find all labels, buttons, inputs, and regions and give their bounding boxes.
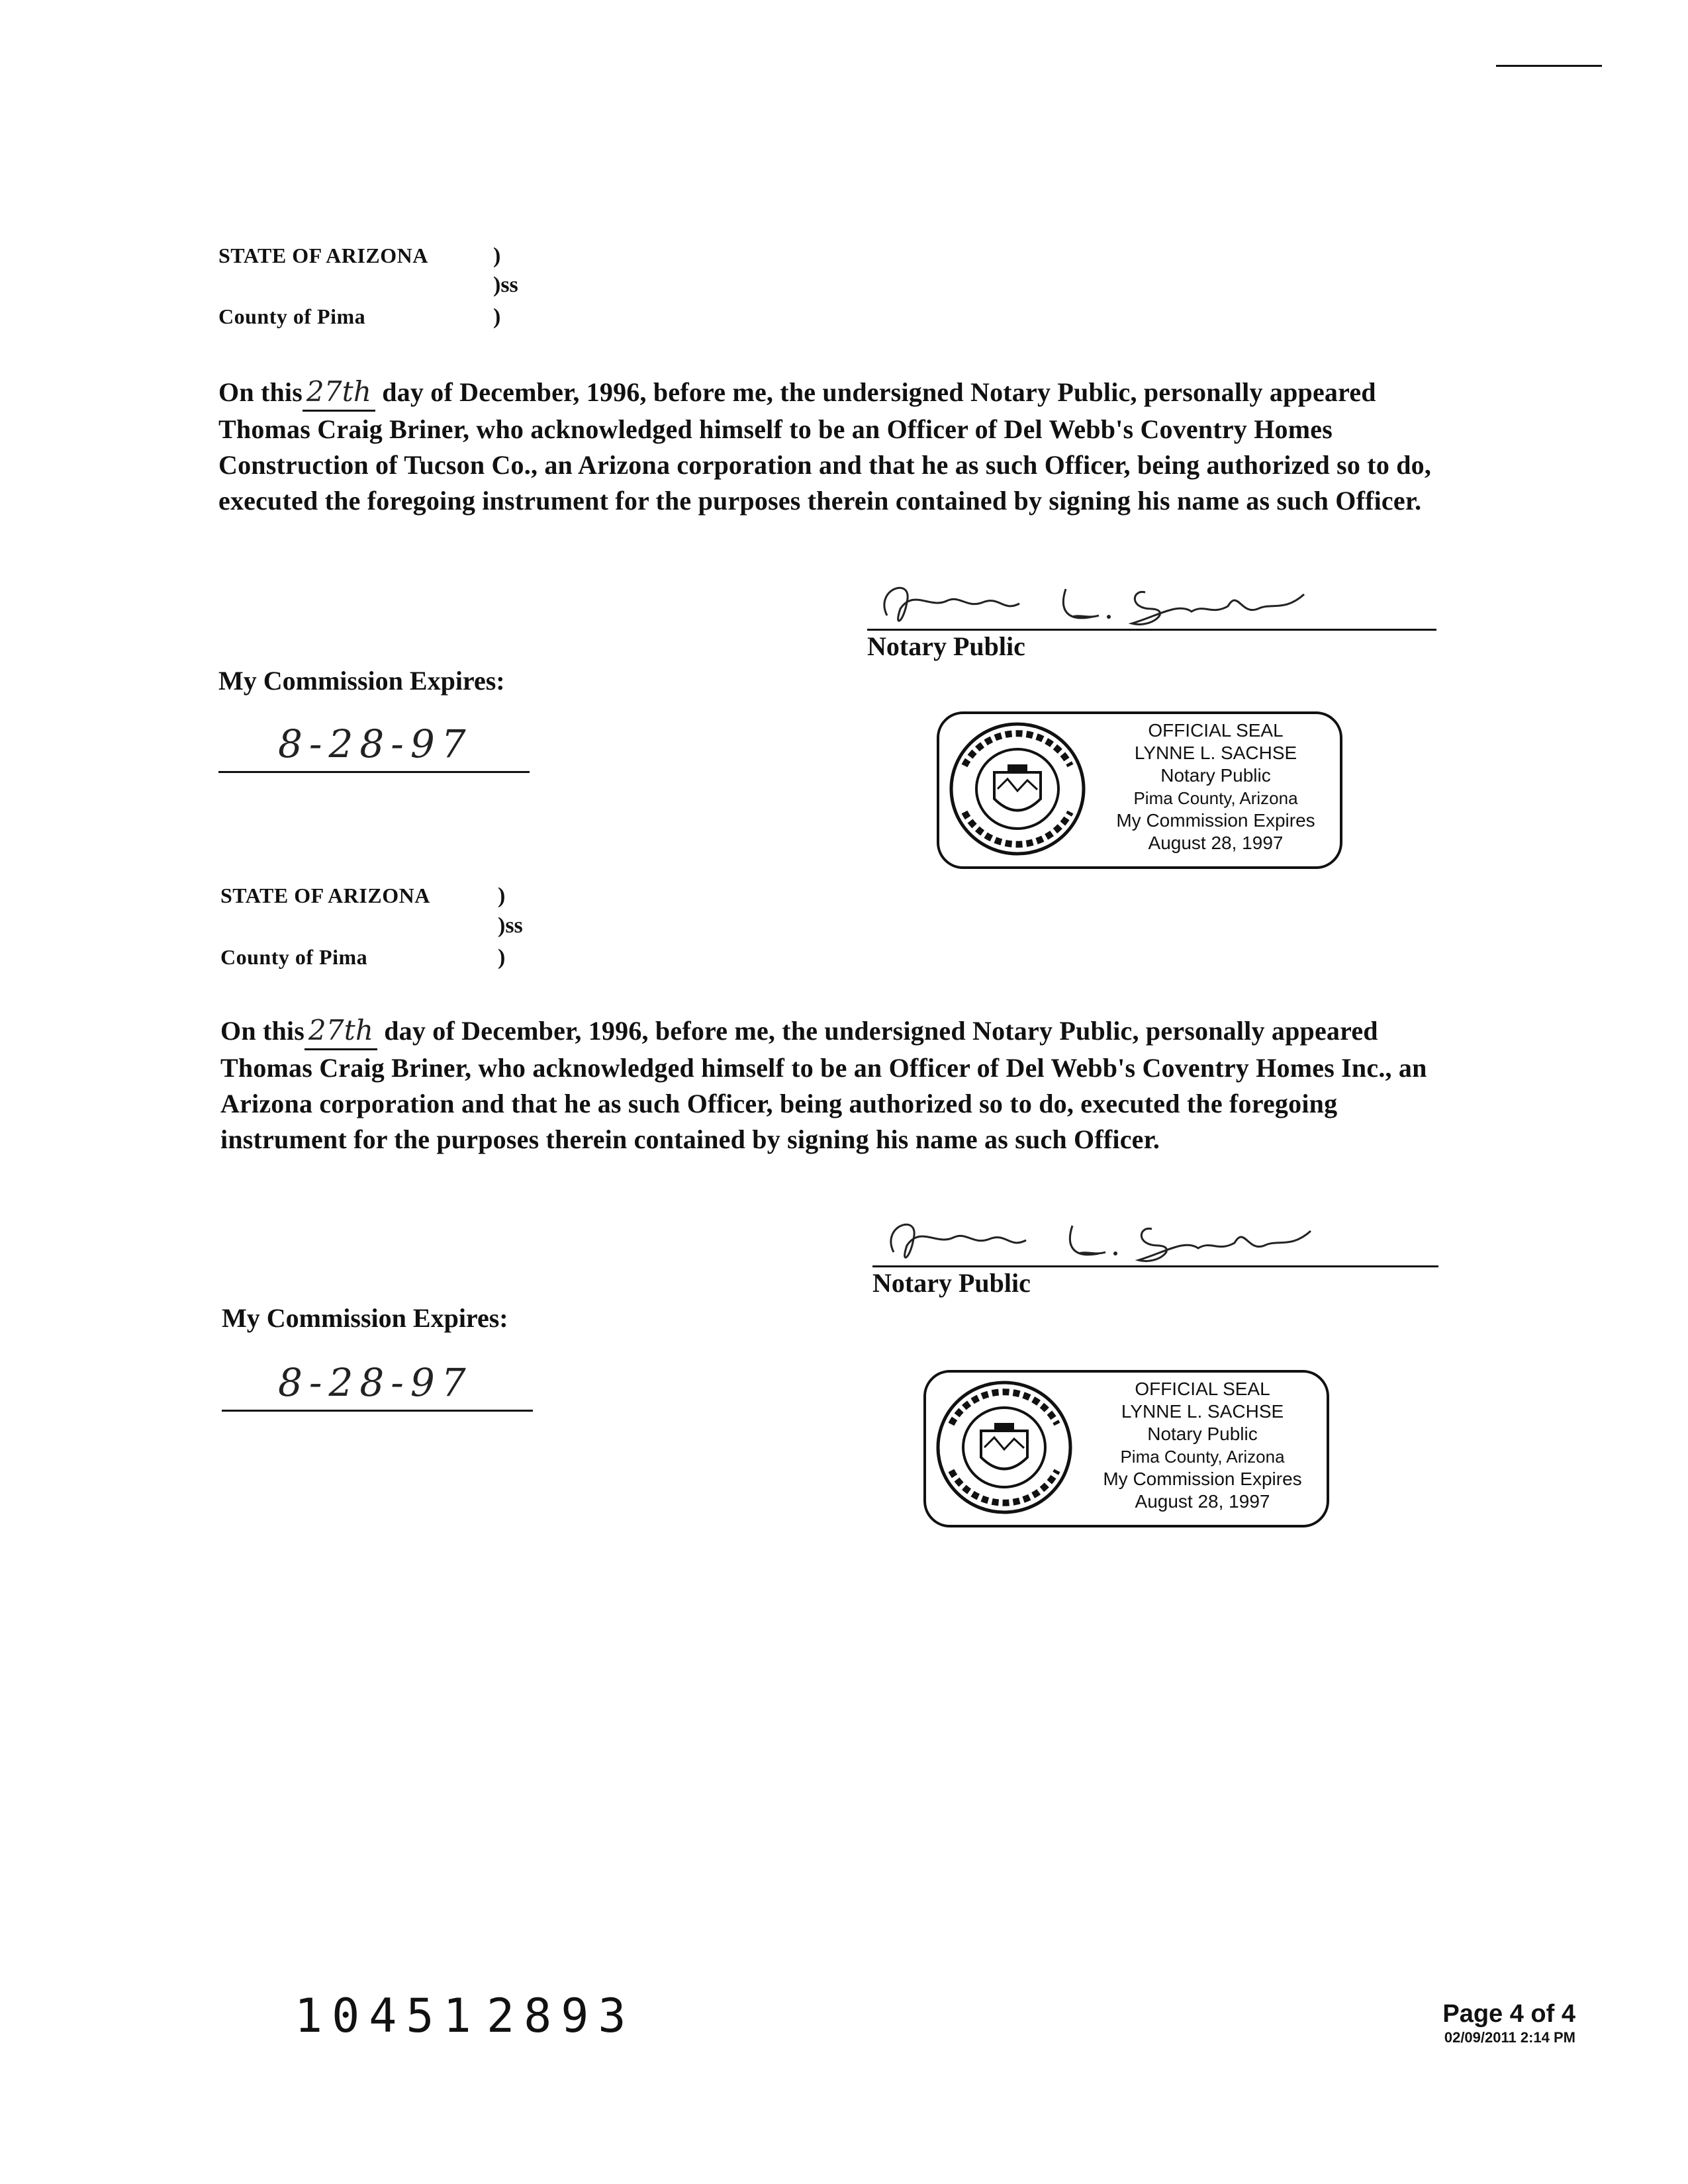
state-seal-emblem-icon (945, 719, 1090, 858)
notary-signature (867, 563, 1331, 635)
seal-line: LYNNE L. SACHSE (1121, 1401, 1284, 1422)
para-prefix: On this (218, 377, 303, 407)
recording-page-code: 2893 (487, 1989, 635, 2043)
commission-expires-label: My Commission Expires: (218, 666, 505, 696)
venue-ss: )ss (498, 913, 523, 938)
notary-public-label: Notary Public (867, 631, 1025, 661)
seal-line: Pima County, Arizona (1120, 1447, 1285, 1467)
page-number-label: Page 4 of 4 (1442, 2000, 1575, 2028)
seal-line: Notary Public (1160, 765, 1271, 786)
commission-date: 8-28-97 (278, 1360, 473, 1405)
venue-paren-top: ) (498, 884, 506, 908)
seal-line: LYNNE L. SACHSE (1134, 743, 1297, 763)
seal-line: OFFICIAL SEAL (1148, 720, 1284, 741)
county-label: County of Pima (218, 304, 366, 328)
para-prefix: On this (220, 1016, 305, 1046)
acknowledgment-paragraph (220, 1013, 1442, 1158)
print-timestamp: 02/09/2011 2:14 PM (1444, 2029, 1575, 2046)
seal-line: Notary Public (1147, 1424, 1258, 1444)
venue-ss: )ss (493, 273, 518, 297)
seal-line: My Commission Expires (1116, 810, 1315, 831)
state-label: STATE OF ARIZONA (218, 244, 428, 267)
commission-date-line (222, 1410, 533, 1412)
state-seal-emblem-icon (931, 1378, 1077, 1517)
commission-expires-label: My Commission Expires: (222, 1303, 508, 1333)
day-handwritten: 27th (303, 374, 375, 412)
notary-public-label: Notary Public (872, 1268, 1031, 1298)
seal-line: OFFICIAL SEAL (1135, 1379, 1270, 1399)
venue-paren-bottom: ) (493, 304, 501, 329)
recording-doc-number: 10451 (295, 1989, 481, 2043)
venue-paren-top: ) (493, 244, 501, 268)
seal-line: August 28, 1997 (1135, 1491, 1270, 1512)
day-handwritten: 27th (305, 1013, 377, 1050)
notary-signature (874, 1199, 1337, 1272)
commission-date-line (218, 771, 530, 773)
official-seal (937, 711, 1342, 869)
acknowledgment-paragraph (218, 374, 1440, 519)
seal-line: Pima County, Arizona (1133, 788, 1298, 808)
official-seal (923, 1370, 1329, 1527)
state-label: STATE OF ARIZONA (220, 884, 430, 907)
seal-line: August 28, 1997 (1148, 833, 1284, 853)
commission-date: 8-28-97 (278, 721, 473, 766)
county-label: County of Pima (220, 945, 368, 969)
scan-mark (1496, 65, 1602, 67)
para-rest: day of December, 1996, before me, the undersigned Notary Public, personally appeared Thomas Craig Briner, who acknowledged himself to be an Officer of Del Webb's Coventry Homes Inc., an Arizona corporation and that he as such Officer, being authorized so to do, executed the foregoing instrument for the purposes therein contained by signing his name as such Officer. (220, 1016, 1427, 1154)
seal-line: My Commission Expires (1103, 1469, 1302, 1489)
venue-paren-bottom: ) (498, 945, 506, 970)
para-rest: day of December, 1996, before me, the undersigned Notary Public, personally appeared Thomas Craig Briner, who acknowledged himself to be an Officer of Del Webb's Coventry Homes Construction of Tucson Co., an Arizona corporation and that he as such Officer, being authorized so to do, executed the foregoing instrument for the purposes therein contained by signing his name as such Officer. (218, 377, 1432, 516)
